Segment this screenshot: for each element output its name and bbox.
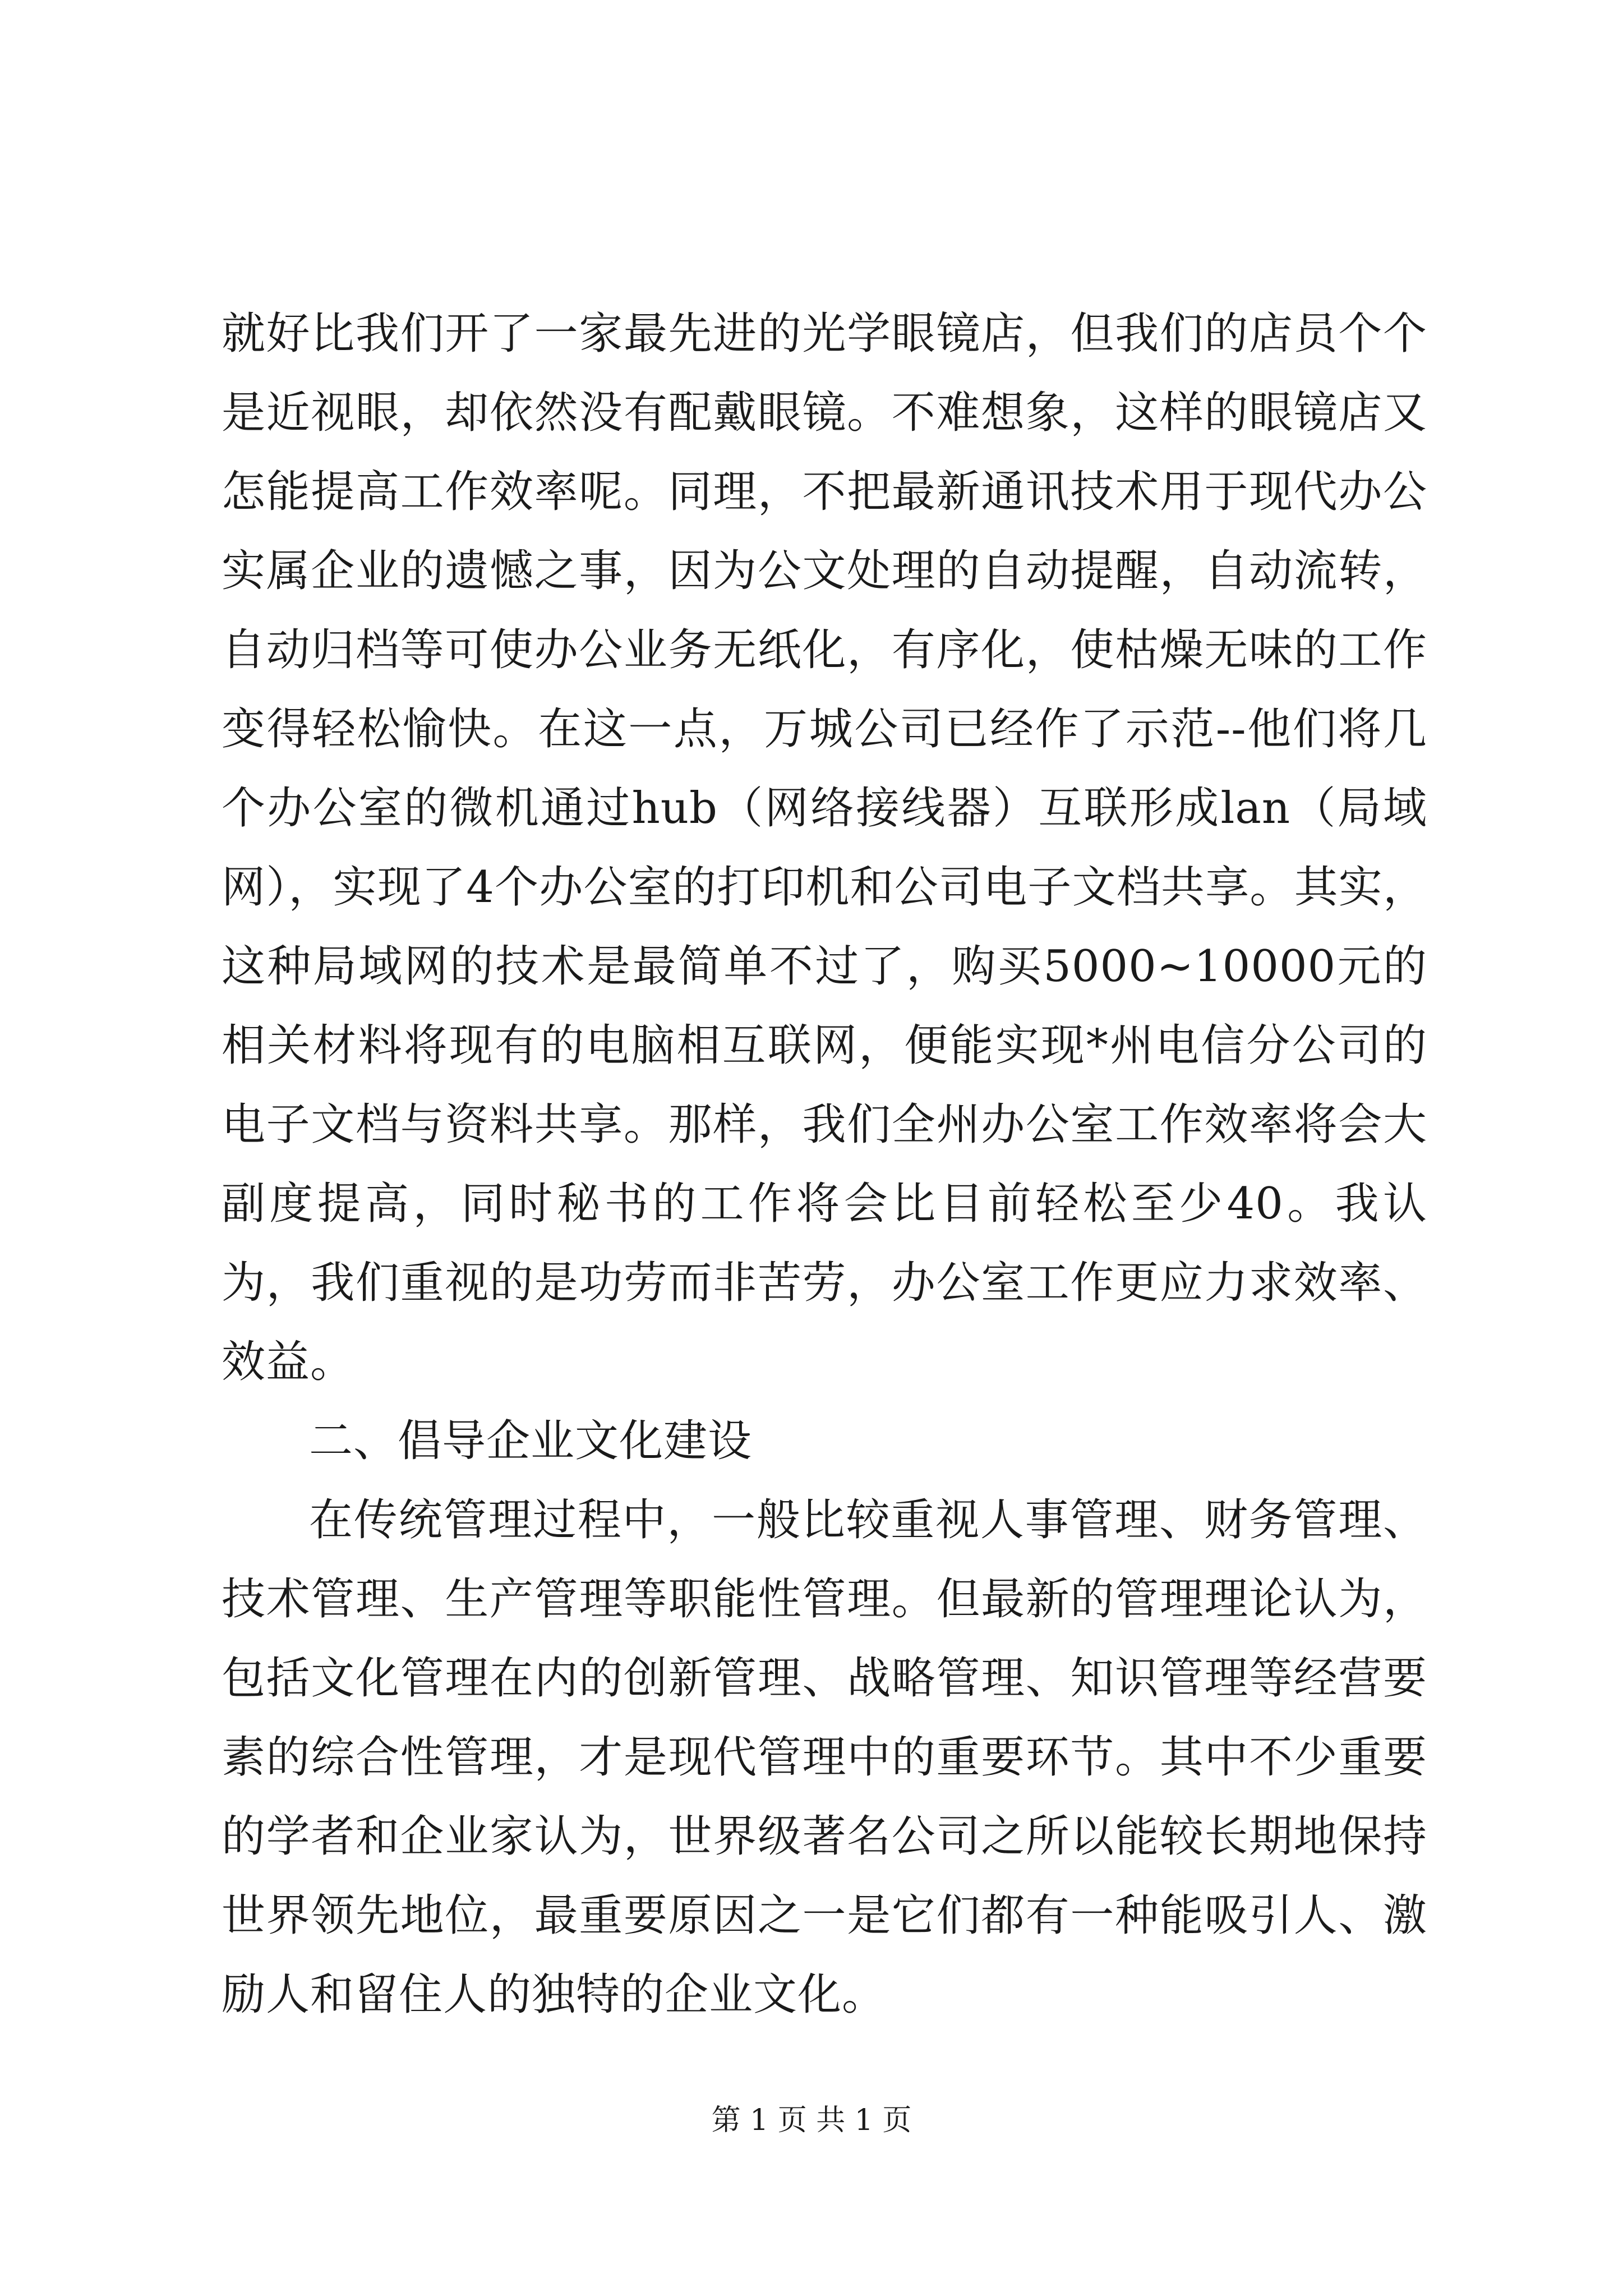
- section-heading-corporate-culture: 二、倡导企业文化建设: [309, 1416, 753, 1466]
- page-footer: 第 1 页 共 1 页: [711, 2104, 912, 2137]
- document-body: [222, 295, 1427, 2035]
- paragraph-office-automation: 就好比我们开了一家最先进的光学眼镜店，但我们的店员个个是近视眼，却依然没有配戴眼镜。不难想象，这样的眼镜店又怎能提高工作效率呢。同理，不把最新通讯技术用于现代办公实属企业的遗憾之事，因为公文处理的自动提醒，自动流转，自动归档等可使办公业务无纸化，有序化，使枯燥无味的工作变得轻松愉快。在这一点，万城公司已经作了示范--他们将几个办公室的微机通过hub（网络接线器）互联形成lan（局域网），实现了4个办公室的打印机和公司电子文档共享。其实，这种局域网的技术是最简单不过了，购买5000~10000元的相关材料将现有的电脑相互联网，便能实现*州电信分公司的电子文档与资料共享。那样，我们全州办公室工作效率将会大副度提高，同时秘书的工作将会比目前轻松至少40。我认为，我们重视的是功劳而非苦劳，办公室工作更应力求效率、效益。: [222, 309, 1427, 1387]
- paragraph-corporate-culture: 在传统管理过程中，一般比较重视人事管理、财务管理、技术管理、生产管理等职能性管理。但最新的管理理论认为，包括文化管理在内的创新管理、战略管理、知识管理等经营要素的综合性管理，才是现代管理中的重要环节。其中不少重要的学者和企业家认为，世界级著名公司之所以能较长期地保持世界领先地位，最重要原因之一是它们都有一种能吸引人、激励人和留住人的独特的企业文化。: [222, 1495, 1427, 2020]
